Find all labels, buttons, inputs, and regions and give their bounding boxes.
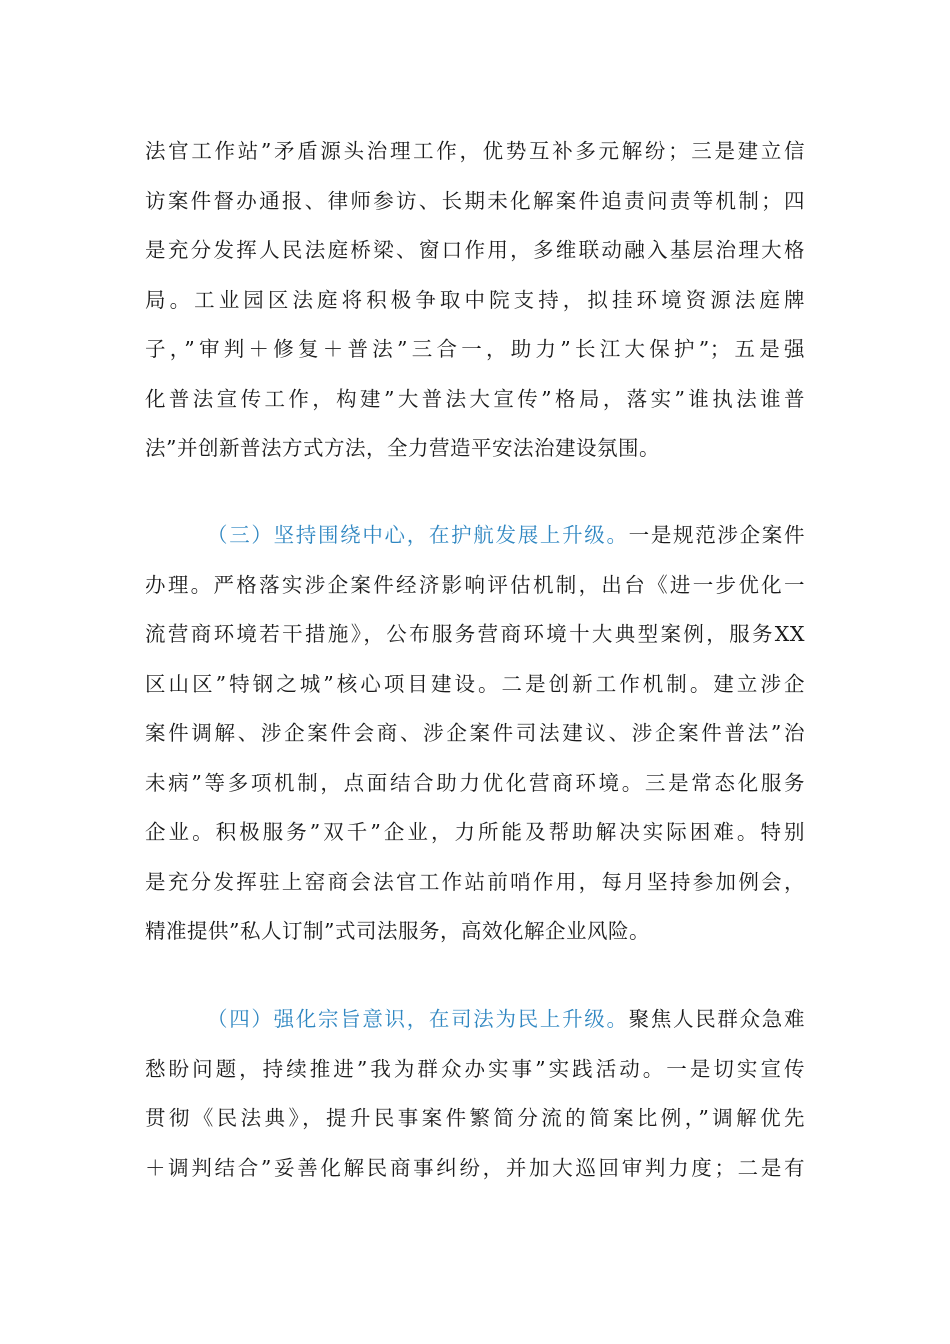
paragraph-text: 聚焦人民群众急难 [628, 1007, 806, 1031]
paragraph-line: 贯彻《民法典》，提升民事案件繁简分流的简案比例，”调解优先 [145, 1106, 805, 1130]
paragraph-line: 化普法宣传工作，构建”大普法大宣传”格局，落实”谁执法谁普 [145, 386, 805, 411]
paragraph-line: 区山区”特钢之城”核心项目建设。二是创新工作机制。建立涉企 [145, 671, 805, 696]
paragraph-line: 局。工业园区法庭将积极争取中院支持，拟挂环境资源法庭牌 [145, 287, 805, 312]
paragraph-line: 是充分发挥驻上窑商会法官工作站前哨作用，每月坚持参加例会， [145, 869, 805, 894]
paragraph-2 [145, 511, 805, 957]
paragraph-line: 流营商环境若干措施》，公布服务营商环境十大典型案例，服务XX [145, 622, 805, 646]
paragraph-3 [145, 995, 805, 1193]
section-heading-3: （三）坚持围绕中心，在护航发展上升级。 [207, 523, 629, 547]
paragraph-1 [145, 127, 805, 474]
paragraph-first-line [145, 511, 805, 561]
paragraph-line: 子，”审判＋修复＋普法”三合一，助力”长江大保护”；五是强 [145, 337, 805, 361]
paragraph-line: 办理。严格落实涉企案件经济影响评估机制，出台《进一步优化一 [145, 572, 805, 597]
paragraph-line: 案件调解、涉企案件会商、涉企案件司法建议、涉企案件普法”治 [145, 721, 805, 745]
paragraph-line: 法”并创新普法方式方法，全力营造平安法治建设氛围。 [145, 436, 660, 460]
paragraph-line: 愁盼问题，持续推进”我为群众办实事”实践活动。一是切实宣传 [145, 1056, 805, 1081]
paragraph-first-line [145, 995, 805, 1045]
paragraph-line: ＋调判结合”妥善化解民商事纠纷，并加大巡回审判力度；二是有 [145, 1155, 805, 1180]
paragraph-line: 是充分发挥人民法庭桥梁、窗口作用，多维联动融入基层治理大格 [145, 238, 805, 262]
section-heading-4: （四）强化宗旨意识，在司法为民上升级。 [207, 1007, 629, 1031]
paragraph-text: 一是规范涉企案件 [628, 523, 806, 547]
paragraph-line: 访案件督办通报、律师参访、长期未化解案件追责问责等机制；四 [145, 188, 805, 213]
paragraph-line: 法官工作站”矛盾源头治理工作，优势互补多元解纷；三是建立信 [145, 139, 805, 163]
paragraph-line: 企业。积极服务”双千”企业，力所能及帮助解决实际困难。特别 [145, 820, 805, 844]
paragraph-line: 精准提供”私人订制”式司法服务，高效化解企业风险。 [145, 919, 650, 943]
paragraph-line: 未病”等多项机制，点面结合助力优化营商环境。三是常态化服务 [145, 770, 805, 795]
